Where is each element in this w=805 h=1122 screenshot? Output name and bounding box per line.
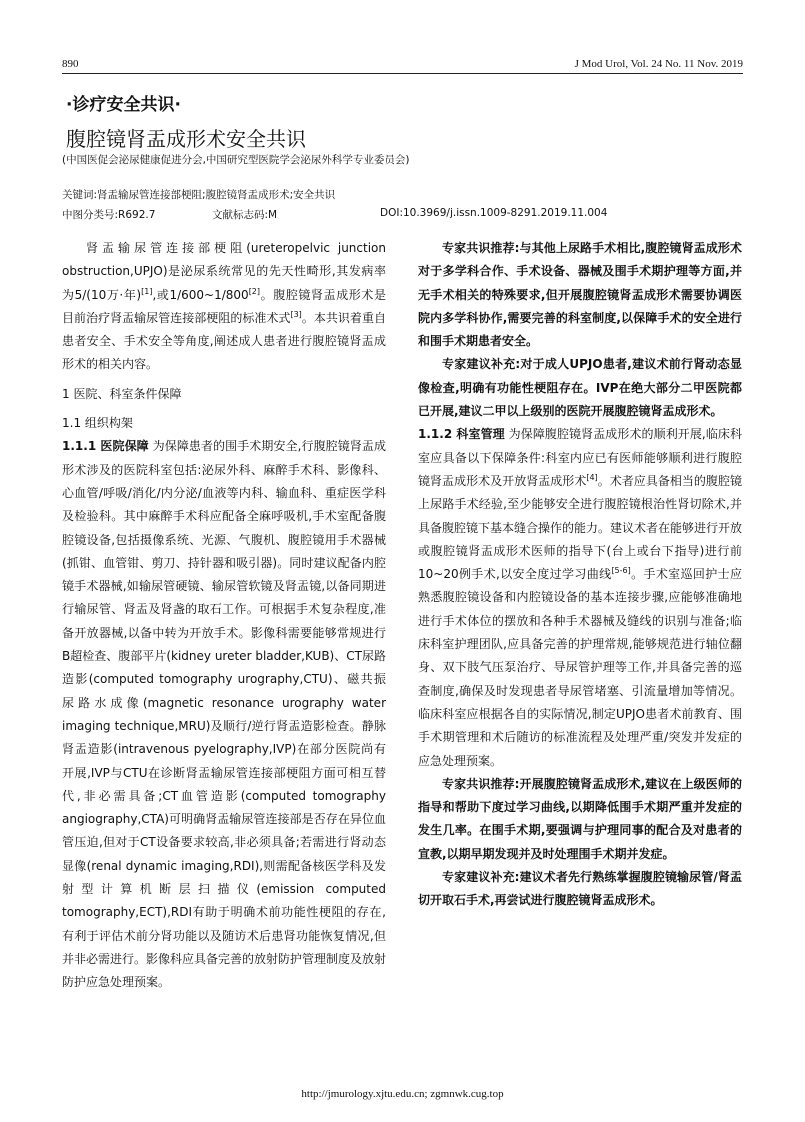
right-column <box>418 237 742 913</box>
expert-recommendation-1: 专家共识推荐:与其他上尿路手术相比,腹腔镜肾盂成形术对于多学科合作、手术设备、器械及围手术期护理等方面,并无手术相关的特殊要求,但开展腹腔镜肾盂成形术需要协调医院内多学科协作,需要完善的科室制度,以保障手术的安全进行和围手术期患者安全。 <box>418 241 742 349</box>
section-label: ·诊疗安全共识· <box>66 95 181 115</box>
authors-line: (中国医促会泌尿健康促进分会,中国研究型医院学会泌尿外科学专业委员会) <box>62 154 410 166</box>
journal-citation: J Mod Urol, Vol. 24 No. 11 Nov. 2019 <box>574 58 743 70</box>
keywords-line: 关键词:肾盂输尿管连接部梗阻;腹腔镜肾盂成形术;安全共识 <box>62 189 336 201</box>
header-rule <box>62 73 743 74</box>
article-title: 腹腔镜肾盂成形术安全共识 <box>66 127 306 151</box>
page-number: 890 <box>62 58 79 70</box>
running-header <box>62 58 743 74</box>
document-code: 文献标志码:M <box>212 209 278 221</box>
intro-paragraph: 肾盂输尿管连接部梗阻(ureteropelvic junction obstruction,UPJO)是泌尿系统常见的先天性畸形,其发病率为5/(10万·年)[1],或1/600~1/800[2]。腹腔镜肾盂成形术是目前治疗肾盂输尿管连接部梗阻的标准术式[3]。本共识着重自患者安全、手术安全等角度,阐述成人患者进行腹腔镜肾盂成形术的相关内容。 <box>62 241 386 372</box>
clc-number: 中图分类号:R692.7 <box>62 209 156 221</box>
paragraph-1-1-1: 1.1.1 医院保障 为保障患者的围手术期安全,行腹腔镜肾盂成形术涉及的医院科室包括:泌尿外科、麻醉手术科、影像科、心血管/呼吸/消化/内分泌/血液等内科、输血科、重症医学科及检验科。其中麻醉手术科应配备全麻呼吸机,手术室配备腹腔镜设备,包括摄像系统、光源、气腹机、腹腔镜用手术器械(抓钳、血管钳、剪刀、持针器和吸引器)。同时建议配备内腔镜手术器械,如输尿管硬镜、输尿管软镜及肾盂镜,以备同期进行输尿管、肾盂及肾盏的取石工作。可根据手术复杂程度,准备开放器械,以备中转为开放手术。影像科需要能够常规进行B超检查、腹部平片(kidney ureter bladder,KUB)、CT尿路造影(computed tomography urography,CTU)、磁共振尿路水成像(magnetic resonance urography water imaging technique,MRU)及顺行/逆行肾盂造影检查。静脉肾盂造影(intravenous pyelography,IVP)在部分医院尚有开展,IVP与CTU在诊断肾盂输尿管连接部梗阻方面可相互替代,非必需具备;CT血管造影(computed tomography angiography,CTA)可明确肾盂输尿管连接部是否存在异位血管压迫,但对于CT设备要求较高,非必须具备;若需进行肾动态显像(renal dynamic imaging,RDI),则需配备核医学科及发射型计算机断层扫描仪(emission computed tomography,ECT),RDI有助于明确术前功能性梗阻的存在,有利于评估术前分肾功能以及随访术后患肾功能恢复情况,但并非必需进行。影像科应具备完善的放射防护管理制度及放射防护应急处理预案。 <box>62 439 387 990</box>
paragraph-1-1-2: 1.1.2 科室管理 为保障腹腔镜肾盂成形术的顺利开展,临床科室应具备以下保障条件:科室内应已有医师能够顺利进行腹腔镜肾盂成形术及开放肾盂成形术[4]。术者应具备相当的腹腔镜上尿路手术经验,至少能够安全进行腹腔镜根治性肾切除术,并具备腹腔镜下基本缝合操作的能力。建议术者在能够进行开放或腹腔镜肾盂成形术医师的指导下(台上或台下指导)进行前10~20例手术,以安全度过学习曲线[5-6]。手术室巡回护士应熟悉腹腔镜设备和内腔镜设备的基本连接步骤,应能够准确地进行手术体位的摆放和各种手术器械及缝线的识别与准备;临床科室护理团队,应具备完善的护理常规,能够规范进行轴位翻身、双下肢气压泵治疗、导尿管护理等工作,并具备完善的巡查制度,确保及时发现患者导尿管堵塞、引流量增加等情况。临床科室应根据各自的实际情况,制定UPJO患者术前教育、围手术期管理和术后随访的标准流程及处理严重/突发并发症的应急处理预案。 <box>418 427 743 768</box>
footer-urls: http://jmurology.xjtu.edu.cn; zgmnwk.cug.top <box>301 1088 504 1100</box>
expert-supplement-2: 专家建议补充:建议术者先行熟练掌握腹腔镜输尿管/肾盂切开取石手术,再尝试进行腹腔镜肾盂成形术。 <box>418 870 742 908</box>
doi: DOI:10.3969/j.issn.1009-8291.2019.11.004 <box>380 207 608 219</box>
classification-line <box>62 207 742 223</box>
left-column <box>62 237 386 995</box>
heading-1-1: 1.1 组织构架 <box>62 416 133 431</box>
expert-recommendation-2: 专家共识推荐:开展腹腔镜肾盂成形术,建议在上级医师的指导和帮助下度过学习曲线,以期降低围手术期严重并发症的发生几率。在围手术期,要强调与护理同事的配合及对患者的宣教,以期早期发现并及时处理围手术期并发症。 <box>418 776 742 861</box>
expert-supplement-1: 专家建议补充:对于成人UPJO患者,建议术前行肾动态显像检查,明确有功能性梗阻存在。IVP在绝大部分二甲医院都已开展,建议二甲以上级别的医院开展腹腔镜肾盂成形术。 <box>418 357 742 419</box>
heading-1: 1 医院、科室条件保障 <box>62 386 182 401</box>
